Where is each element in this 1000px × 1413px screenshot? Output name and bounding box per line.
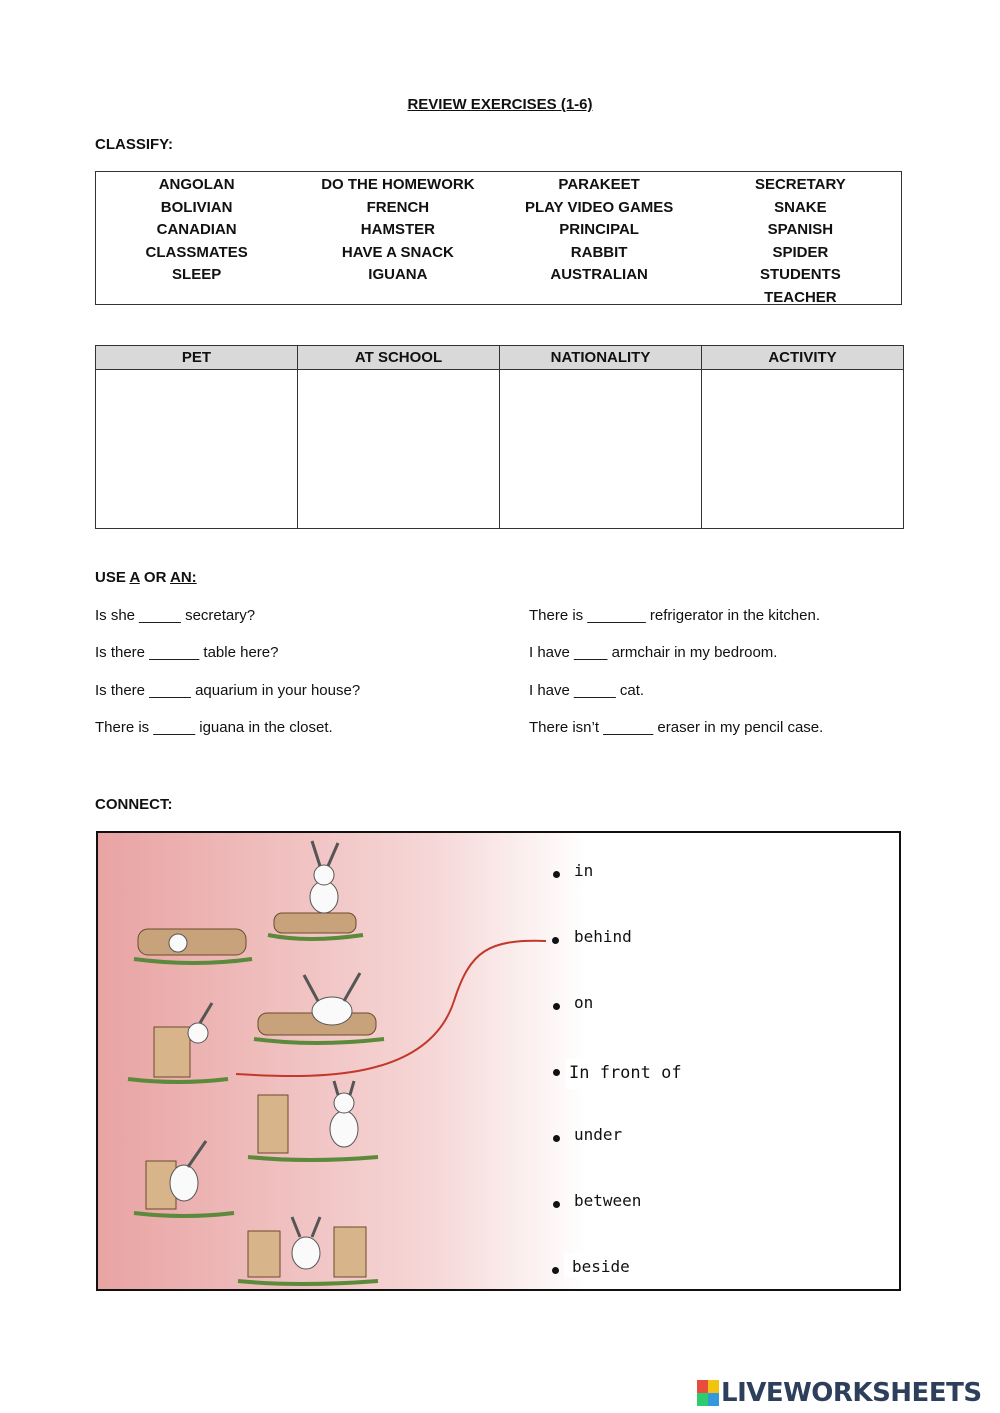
heading-text: AN: — [170, 569, 197, 586]
word-bank-item: DO THE HOMEWORK — [321, 176, 475, 193]
connect-dot[interactable] — [553, 1069, 560, 1076]
word-bank-column — [700, 174, 901, 304]
preposition-on: on — [574, 993, 594, 1012]
connect-picture — [96, 831, 901, 1291]
word-bank-item: FRENCH — [366, 198, 430, 216]
article-sentence[interactable]: There is _______ refrigerator in the kitchen. — [529, 607, 820, 624]
answer-cell-at-school[interactable] — [298, 370, 500, 529]
column-header-at-school: AT SCHOOL — [298, 346, 500, 370]
word-bank-item: HAVE A SNACK — [341, 243, 454, 261]
word-bank-item: SLEEP — [172, 266, 222, 283]
preposition-under: under — [574, 1125, 623, 1144]
word-bank-item: CLASSMATES — [145, 243, 248, 261]
logo-icon — [697, 1380, 719, 1406]
article-sentence[interactable]: Is there _____ aquarium in your house? — [95, 682, 361, 699]
rabbit-illustration — [98, 833, 899, 1289]
word-bank-item: CANADIAN — [156, 221, 237, 238]
articles-heading — [95, 569, 197, 586]
article-sentence[interactable]: Is there ______ table here? — [95, 644, 279, 661]
classify-heading: CLASSIFY: — [95, 136, 174, 153]
article-sentence[interactable]: I have _____ cat. — [529, 682, 645, 699]
word-bank-item: PLAY VIDEO GAMES — [524, 198, 674, 216]
page-title: REVIEW EXERCISES (1-6) — [407, 96, 593, 113]
answer-cell-pet[interactable] — [96, 370, 298, 529]
liveworksheets-logo — [697, 1378, 982, 1408]
connect-dot[interactable] — [553, 1135, 560, 1142]
preposition-between: between — [574, 1191, 642, 1210]
preposition-in-front-of: In front of — [569, 1063, 682, 1083]
word-bank-item: SECRETARY — [754, 176, 846, 193]
heading-text: A — [129, 569, 140, 586]
article-sentence[interactable]: There isn’t ______ eraser in my pencil case. — [529, 719, 824, 736]
article-sentence[interactable]: I have ____ armchair in my bedroom. — [529, 644, 778, 661]
word-bank-item: AUSTRALIAN — [550, 266, 648, 283]
word-bank-item: HAMSTER — [360, 221, 435, 238]
word-bank-item: RABBIT — [570, 243, 628, 261]
word-bank-item: SPANISH — [767, 221, 834, 238]
column-header-pet: PET — [96, 346, 298, 370]
connect-dot[interactable] — [552, 937, 559, 944]
word-bank-item: ANGOLAN — [158, 176, 235, 193]
word-bank-item: TEACHER — [764, 288, 837, 306]
logo-text: LIVEWORKSHEETS — [721, 1378, 982, 1408]
connect-dot[interactable] — [553, 871, 560, 878]
column-header-activity: ACTIVITY — [702, 346, 904, 370]
word-bank-item: IGUANA — [368, 266, 428, 283]
connect-dot[interactable] — [552, 1267, 559, 1274]
connect-heading: CONNECT: — [95, 796, 173, 813]
word-bank-item: SNAKE — [774, 198, 827, 216]
word-bank-item: PRINCIPAL — [559, 221, 639, 238]
preposition-beside: beside — [572, 1257, 630, 1276]
word-bank-column — [297, 174, 498, 304]
article-sentence[interactable]: Is she _____ secretary? — [95, 607, 256, 624]
word-bank-item: BOLIVIAN — [160, 198, 233, 216]
preposition-behind: behind — [574, 927, 632, 946]
word-bank-item: SPIDER — [772, 243, 829, 261]
column-header-nationality: NATIONALITY — [500, 346, 702, 370]
word-bank-item: STUDENTS — [759, 266, 841, 283]
heading-text: OR — [139, 569, 171, 586]
article-sentence[interactable]: There is _____ iguana in the closet. — [95, 719, 333, 736]
word-bank-item: PARAKEET — [558, 176, 640, 193]
answer-cell-nationality[interactable] — [500, 370, 702, 529]
connect-dot[interactable] — [553, 1201, 560, 1208]
answer-cell-activity[interactable] — [702, 370, 904, 529]
word-bank-column — [499, 174, 700, 304]
heading-text: USE — [95, 569, 130, 586]
classify-table — [95, 345, 904, 529]
preposition-in: in — [574, 861, 594, 880]
word-bank — [95, 171, 902, 305]
word-bank-column — [96, 174, 297, 304]
connect-dot[interactable] — [553, 1003, 560, 1010]
